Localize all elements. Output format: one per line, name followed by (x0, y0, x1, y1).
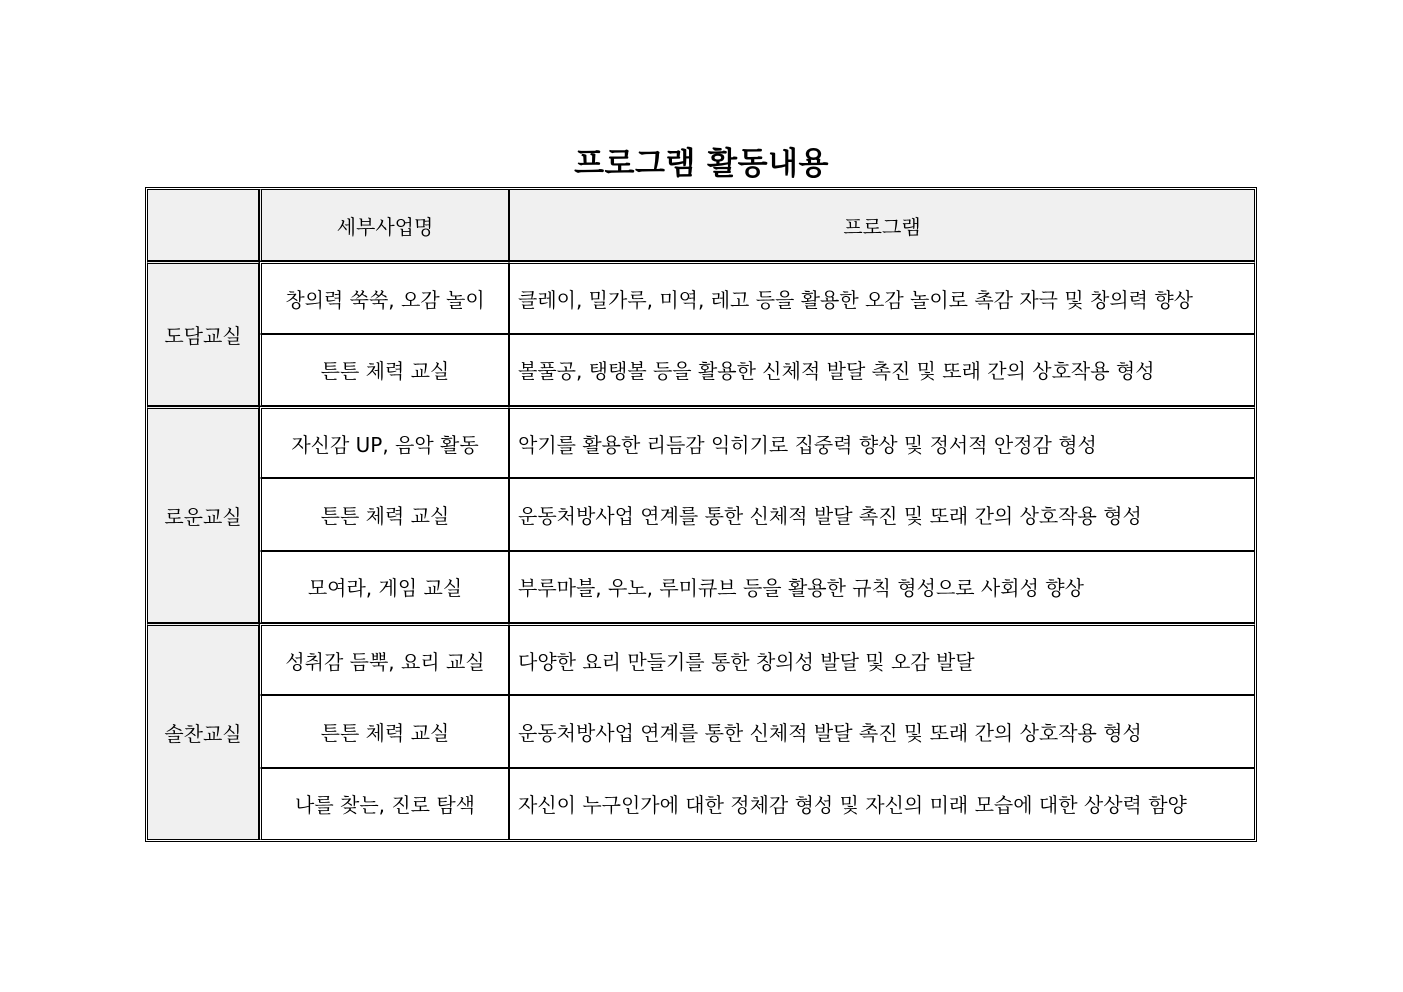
subproject-cell: 모여라, 게임 교실 (259, 551, 509, 623)
table-row (147, 551, 1255, 623)
program-cell: 부루마블, 우노, 루미큐브 등을 활용한 규칙 형성으로 사회성 향상 (509, 551, 1255, 623)
program-cell: 운동처방사업 연계를 통한 신체적 발달 촉진 및 또래 간의 상호작용 형성 (509, 695, 1255, 767)
subproject-cell: 자신감 UP, 음악 활동 (259, 406, 509, 478)
header-group-cell (147, 189, 259, 261)
program-cell: 악기를 활용한 리듬감 익히기로 집중력 향상 및 정서적 안정감 형성 (509, 406, 1255, 478)
table-row (147, 478, 1255, 550)
table-row (147, 695, 1255, 767)
program-cell: 운동처방사업 연계를 통한 신체적 발달 촉진 및 또래 간의 상호작용 형성 (509, 478, 1255, 550)
subproject-cell: 창의력 쑥쑥, 오감 놀이 (259, 261, 509, 333)
program-cell: 다양한 요리 만들기를 통한 창의성 발달 및 오감 발달 (509, 623, 1255, 695)
program-cell: 볼풀공, 탱탱볼 등을 활용한 신체적 발달 촉진 및 또래 간의 상호작용 형성 (509, 334, 1255, 406)
document-title: 프로그램 활동내용 (574, 146, 829, 182)
table-row (147, 334, 1255, 406)
program-cell: 클레이, 밀가루, 미역, 레고 등을 활용한 오감 놀이로 촉감 자극 및 창의력 향상 (509, 261, 1255, 333)
program-table (147, 189, 1255, 840)
header-subproject-cell: 세부사업명 (259, 189, 509, 261)
subproject-cell: 튼튼 체력 교실 (259, 334, 509, 406)
group-label-rowoon: 로운교실 (147, 406, 259, 623)
header-program-cell: 프로그램 (509, 189, 1255, 261)
table-row (147, 768, 1255, 840)
table-header-row (147, 189, 1255, 261)
table-row (147, 406, 1255, 478)
subproject-cell: 나를 찾는, 진로 탐색 (259, 768, 509, 840)
group-label-solchan: 솔찬교실 (147, 623, 259, 840)
group-label-dodam: 도담교실 (147, 261, 259, 406)
subproject-cell: 성취감 듬뿍, 요리 교실 (259, 623, 509, 695)
table-row (147, 261, 1255, 333)
subproject-cell: 튼튼 체력 교실 (259, 695, 509, 767)
program-cell: 자신이 누구인가에 대한 정체감 형성 및 자신의 미래 모습에 대한 상상력 함양 (509, 768, 1255, 840)
subproject-cell: 튼튼 체력 교실 (259, 478, 509, 550)
table-row (147, 623, 1255, 695)
